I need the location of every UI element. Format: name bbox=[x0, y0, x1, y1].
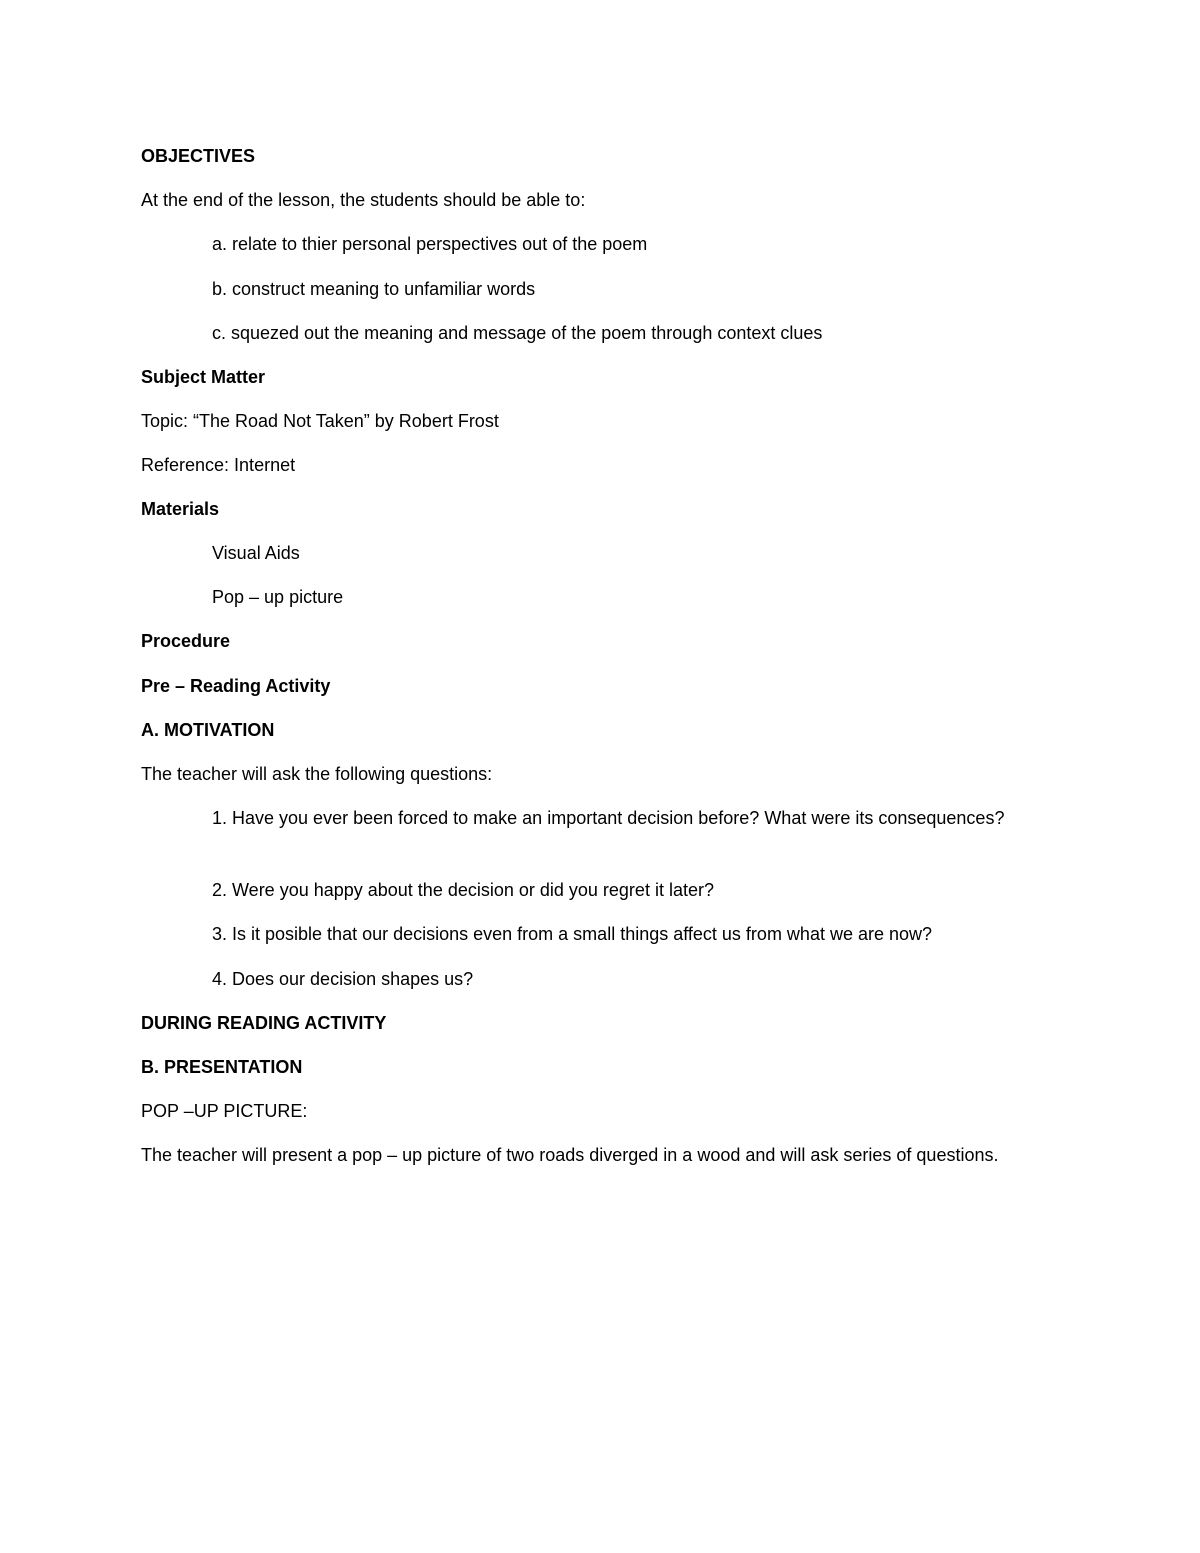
subject-topic: Topic: “The Road Not Taken” by Robert Frost bbox=[141, 411, 499, 431]
during-reading-heading: DURING READING ACTIVITY bbox=[141, 1013, 387, 1033]
material-item: Pop – up picture bbox=[212, 587, 344, 607]
presentation-text: The teacher will present a pop – up picture of two roads diverged in a wood and will ask series of questions. bbox=[141, 1145, 999, 1165]
motivation-question-3: 3. Is it posible that our decisions even from a small things affect us from what we are now? bbox=[212, 924, 933, 944]
material-item: Visual Aids bbox=[212, 543, 300, 563]
motivation-heading: A. MOTIVATION bbox=[141, 720, 275, 740]
objectives-heading: OBJECTIVES bbox=[141, 146, 256, 166]
pre-reading-heading: Pre – Reading Activity bbox=[141, 676, 331, 696]
procedure-heading: Procedure bbox=[141, 631, 231, 651]
motivation-intro: The teacher will ask the following questions: bbox=[141, 764, 493, 784]
materials-heading: Materials bbox=[141, 499, 220, 519]
presentation-heading: B. PRESENTATION bbox=[141, 1057, 303, 1077]
objective-item-c: c. squezed out the meaning and message of the poem through context clues bbox=[212, 323, 823, 343]
objective-item-a: a. relate to thier personal perspectives out of the poem bbox=[212, 234, 648, 254]
motivation-question-4: 4. Does our decision shapes us? bbox=[212, 969, 474, 989]
motivation-question-1: 1. Have you ever been forced to make an important decision before? What were its consequences? bbox=[212, 808, 1005, 828]
subject-matter-heading: Subject Matter bbox=[141, 367, 266, 387]
motivation-question-2: 2. Were you happy about the decision or did you regret it later? bbox=[212, 880, 714, 900]
objective-item-b: b. construct meaning to unfamiliar words bbox=[212, 279, 536, 299]
subject-reference: Reference: Internet bbox=[141, 455, 296, 475]
popup-picture-subheading: POP –UP PICTURE: bbox=[141, 1101, 308, 1121]
objectives-intro: At the end of the lesson, the students should be able to: bbox=[141, 190, 586, 210]
